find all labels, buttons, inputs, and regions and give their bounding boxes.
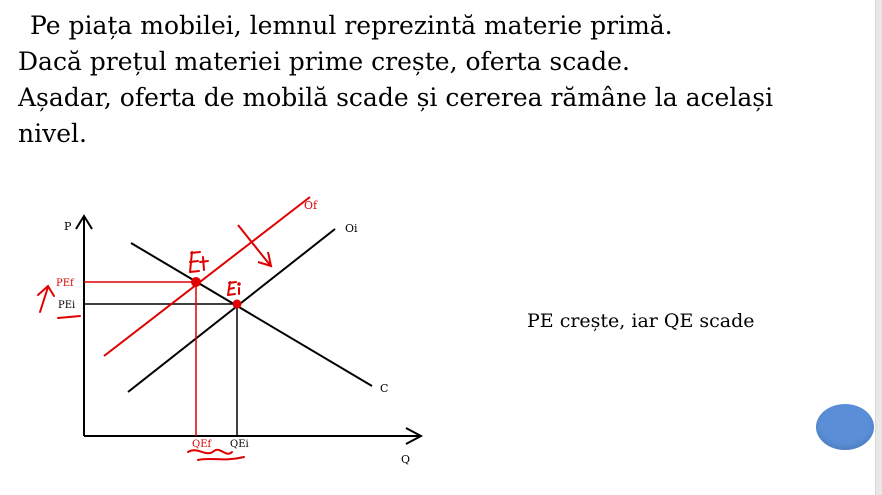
handwritten-ei-label	[228, 282, 240, 295]
pei-label: PEi	[58, 300, 76, 311]
qei-label: QEi	[230, 439, 249, 450]
text-line-1: Pe piața mobilei, lemnul reprezintă materie primă.	[30, 11, 673, 40]
qei-underline	[198, 457, 244, 460]
supply-initial-line	[128, 229, 335, 392]
demand-line	[131, 243, 372, 386]
pef-label: PEf	[56, 278, 74, 289]
handwritten-ef-label	[190, 252, 208, 272]
supply-final-label: Of	[304, 199, 318, 212]
text-line-4: nivel.	[18, 119, 87, 148]
q-axis-label: Q	[401, 453, 411, 466]
next-slide-button[interactable]	[816, 404, 874, 450]
p-axis-label: P	[64, 220, 72, 233]
result-note: PE crește, iar QE scade	[527, 310, 755, 332]
point-ei	[233, 300, 242, 309]
qef-scribble	[188, 450, 232, 454]
price-up-arrow	[38, 286, 54, 312]
pei-underline	[58, 316, 80, 318]
demand-label: C	[380, 382, 389, 395]
qef-label: QEf	[192, 439, 212, 450]
text-line-3: Așadar, oferta de mobilă scade și cererea rămâne la același	[18, 83, 774, 112]
supply-final-line	[104, 197, 310, 356]
supply-initial-label: Oi	[345, 222, 358, 235]
text-line-2: Dacă prețul materiei prime crește, oferta scade.	[18, 47, 630, 76]
point-ef	[191, 277, 201, 287]
